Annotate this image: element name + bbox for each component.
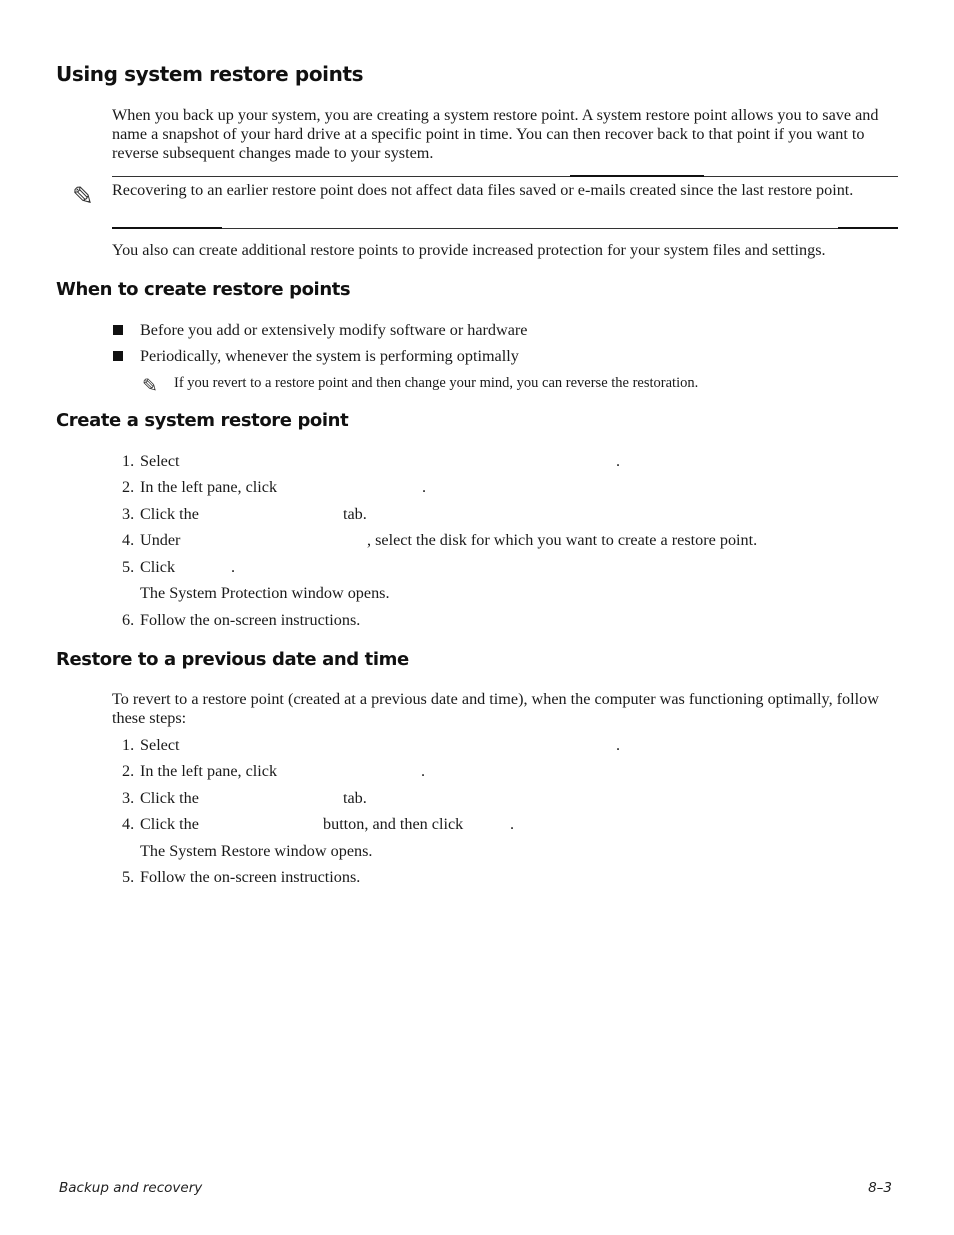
step-number: 1.	[122, 452, 135, 470]
step-number: 4.	[122, 815, 135, 833]
square-bullet-icon	[113, 325, 123, 335]
step-text-end: .	[422, 478, 427, 496]
step-number: 5.	[122, 558, 135, 576]
additional-paragraph: You also can create additional restore points to provide increased protection for your system files and settings.	[112, 241, 826, 259]
note-text: Recovering to an earlier restore point does not affect data files saved or e-mails created since the last restore point.	[112, 181, 854, 199]
step-text: Click the	[140, 505, 199, 523]
section-heading-create-restore-point: Create a system restore point	[56, 410, 349, 431]
restore-intro-paragraph: To revert to a restore point (created at a previous date and time), when the computer was functioning optimally, follow these steps:	[112, 690, 879, 727]
step-text-end: .	[421, 762, 426, 780]
step-text: In the left pane, click	[140, 762, 278, 780]
step-number: 3.	[122, 789, 135, 807]
step-result: The System Restore window opens.	[140, 842, 373, 860]
section-heading-using-restore-points: Using system restore points	[56, 62, 364, 86]
step-text-end: .	[616, 452, 621, 470]
section-heading-when-to-create: When to create restore points	[56, 279, 351, 300]
pencil-note-icon: ✎	[142, 375, 158, 397]
bullet-item: Before you add or extensively modify software or hardware	[140, 321, 528, 339]
step-text-end: tab.	[343, 505, 367, 523]
square-bullet-icon	[113, 351, 123, 361]
step-text-end: .	[231, 558, 236, 576]
intro-paragraph: When you back up your system, you are creating a system restore point. A system restore point allows you to save and name a snapshot of your hard drive at a specific point in time. You can then recover back to that point if you want to reverse subsequent changes made to your system.	[112, 106, 879, 162]
step-text: In the left pane, click	[140, 478, 278, 496]
sub-note-text: If you revert to a restore point and then change your mind, you can reverse the restoration.	[174, 375, 699, 391]
step-text-middle: button, and then click	[323, 815, 464, 833]
step-number: 4.	[122, 531, 135, 549]
step-text: Select	[140, 452, 180, 470]
step-text: Under	[140, 531, 181, 549]
step-text: Click	[140, 558, 176, 576]
step-number: 6.	[122, 611, 135, 629]
note-top-rule	[112, 176, 898, 177]
step-text-end: tab.	[343, 789, 367, 807]
footer-page-number: 8–3	[868, 1180, 892, 1196]
step-text: Follow the on-screen instructions.	[140, 611, 361, 629]
footer-chapter-title: Backup and recovery	[59, 1180, 203, 1196]
note-bottom-rule-accent-left	[112, 227, 222, 229]
section-heading-restore-previous: Restore to a previous date and time	[56, 649, 409, 670]
step-text: Follow the on-screen instructions.	[140, 868, 361, 886]
note-top-rule-accent	[570, 175, 704, 177]
pencil-note-icon: ✎	[72, 182, 94, 212]
step-number: 2.	[122, 762, 135, 780]
step-text-end: .	[510, 815, 515, 833]
bullet-item: Periodically, whenever the system is performing optimally	[140, 347, 519, 365]
step-text: Click the	[140, 789, 199, 807]
note-bottom-rule-accent-right	[838, 227, 898, 229]
step-text-end: , select the disk for which you want to create a restore point.	[367, 531, 758, 549]
step-result: The System Protection window opens.	[140, 584, 390, 602]
step-text: Click the	[140, 815, 199, 833]
step-text-end: .	[616, 736, 621, 754]
step-text: Select	[140, 736, 180, 754]
step-number: 3.	[122, 505, 135, 523]
step-number: 5.	[122, 868, 135, 886]
step-number: 2.	[122, 478, 135, 496]
step-number: 1.	[122, 736, 135, 754]
note-bottom-rule	[112, 228, 898, 229]
